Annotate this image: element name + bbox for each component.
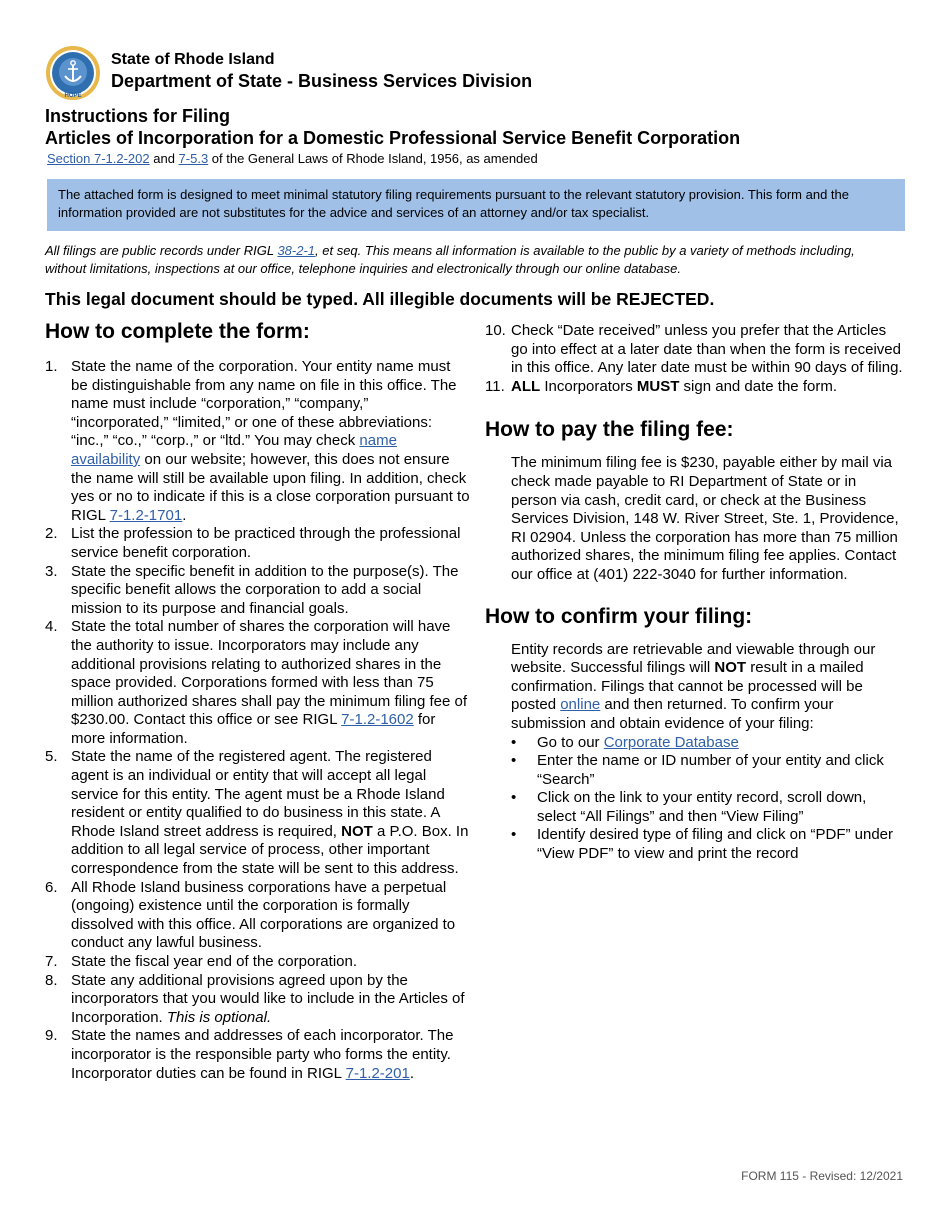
right-column: [485, 322, 905, 864]
step-number: 1.: [45, 358, 58, 375]
confirm-text-a: Entity records are retrievable and viewable through our website. Successful filings will: [511, 640, 876, 677]
confirm-filing-heading: How to confirm your filing:: [485, 604, 753, 628]
and-text: and: [149, 151, 179, 166]
confirm-step-2: [511, 752, 905, 789]
steps-list-continued: [485, 322, 905, 396]
step-italic-text: This is optional.: [166, 1008, 272, 1026]
step-number: 2.: [45, 525, 58, 543]
step-text: State the fiscal year end of the corporation.: [71, 953, 358, 970]
step-text: State any additional provisions agreed upon by the incorporators that you would like to include in the Articles of Incorporation.: [71, 971, 465, 1026]
section-link-7-5-3[interactable]: 7-5.3: [178, 151, 209, 166]
step-text: .: [182, 506, 187, 524]
confirm-text-c: and then returned. To confirm your submission and obtain evidence of your filing:: [511, 696, 834, 732]
filing-fee-heading: How to pay the filing fee:: [485, 418, 734, 442]
rhode-island-seal-icon: [45, 45, 101, 101]
step-text: a P.O. Box. In addition to all legal service of process, other important correspondence from the state will be sent to this address.: [71, 822, 469, 878]
bullet-icon: •: [511, 789, 517, 807]
typed-warning: This legal document should be typed. All illegible documents will be REJECTED.: [45, 289, 715, 309]
step-text: State the names and addresses of each incorporator. The incorporator is the responsible party who forms the entity. Incorporator duties can be found in RIGL: [71, 1027, 454, 1082]
rigl-7-1-2-1602-link[interactable]: 7-1.2-1602: [341, 711, 414, 729]
bullet-icon: •: [511, 733, 517, 751]
step-7: [45, 953, 470, 972]
confirm-step-text: Click on the link to your entity record, scroll down, select “All Filings” and then “View Filing”: [537, 789, 867, 825]
step-text: All Rhode Island business corporations have a perpetual (ongoing) existence until the corporation is formally dissolved with this office. All corporations are organized to conduct any lawful business.: [71, 878, 456, 952]
section-link-7-1-2-202[interactable]: Section 7-1.2-202: [47, 151, 150, 166]
step-bold-text: NOT: [341, 822, 373, 840]
step-number: 8.: [45, 971, 58, 989]
name-availability-link[interactable]: name availability: [71, 432, 397, 468]
step-text: State the total number of shares the corporation will have the authority to issue. Incorporators may include any additional provisions relating to authorized shares in the space provided. Corporations formed with less than 75 million authorized shares shall pay the minimum filing fee of $230.00. Contact this office or see RIGL: [71, 618, 468, 729]
step-number: 4.: [45, 618, 58, 636]
step-number: 11.: [485, 377, 505, 395]
step-number: 9.: [45, 1027, 58, 1045]
public-records-text-a: All filings are public records under RIGL: [45, 243, 278, 258]
confirm-step-text: Identify desired type of filing and click on “PDF” under “View PDF” to view and print the record: [537, 826, 894, 863]
step-9: [45, 1027, 470, 1083]
public-records-note: [45, 242, 895, 278]
confirm-step-4: [511, 826, 905, 863]
notice-box: The attached form is designed to meet minimal statutory filing requirements pursuant to the relevant statutory provision. This form and the information provided are not substitutes for the advice and services of an attorney and/or tax specialist.: [47, 179, 905, 231]
rigl-7-1-2-1701-link[interactable]: 7-1.2-1701: [109, 506, 183, 524]
step-number: 3.: [45, 562, 58, 580]
complete-form-section: [45, 320, 470, 1083]
confirm-step-1: [511, 734, 905, 753]
bullet-icon: •: [511, 752, 517, 770]
step-number: 6.: [45, 878, 58, 896]
step-8: [45, 972, 470, 1028]
step-text: State the name of the registered agent. The registered agent is an individual or entity that will accept all legal service for this entity. The agent must be a Rhode Island resident or entity qualified to do business in this state. A Rhode Island street address is required,: [71, 748, 445, 840]
step-text: for more information.: [71, 711, 436, 747]
step-10: [485, 322, 905, 378]
step-text: State the name of the corporation. Your entity name must be distinguishable from any name on file in this office. The name must include “corporation,” “company,” “incorporated,” “limited,” or one of these abbreviations: “inc.,” “co.,” “corp.,” or “ltd.” You may check: [71, 358, 457, 450]
filing-fee-text: The minimum filing fee is $230, payable either by mail via check made payable to RI Department of State or in person via cash, credit card, or check at the Business Services Division, 148 W. River Street, Ste. 1, Providence, RI 02904. Unless the corporation has more than 75 million authorized shares, the minimum filing fee applies. Contact our office at (401) 222-3040 for further information.: [511, 454, 899, 583]
step-text: on our website; however, this does not ensure the name will still be available upon filing. In addition, check yes or no to indicate if this is a close corporation pursuant to RIGL: [71, 450, 470, 524]
complete-form-heading: How to complete the form:: [45, 320, 310, 343]
step-text: List the profession to be practiced through the professional service benefit corporation.: [71, 525, 461, 561]
rigl-7-1-2-201-link[interactable]: 7-1.2-201: [345, 1064, 410, 1082]
online-link[interactable]: online: [560, 696, 601, 714]
step-4: [45, 618, 470, 748]
confirm-steps-list: [485, 734, 905, 864]
step-text: State the specific benefit in addition to the purpose(s). The specific benefit allows the corporation to add a social mission to its purpose and financial goals.: [71, 562, 459, 617]
step-5: [45, 748, 470, 878]
step-6: [45, 879, 470, 953]
confirm-step-text: Enter the name or ID number of your entity and click “Search”: [537, 752, 884, 788]
steps-list: [45, 358, 470, 1083]
step-number: 7.: [45, 953, 58, 970]
confirm-bold-text: NOT: [714, 659, 747, 677]
step-bold-text: MUST: [636, 377, 680, 395]
public-records-text-b: , et seq. This means all information is available to the public by a variety of methods including, without limitations, inspections at our office, telephone inquiries and electronically through our online database.: [45, 243, 855, 276]
step-number: 5.: [45, 748, 58, 766]
statute-text: of the General Laws of Rhode Island, 1956, as amended: [208, 151, 538, 166]
rigl-38-2-1-link[interactable]: 38-2-1: [277, 243, 316, 258]
confirm-filing-text: [485, 641, 905, 734]
step-bold-text: ALL: [511, 377, 541, 395]
page-header: [45, 45, 905, 101]
step-3: [45, 563, 470, 619]
step-2: [45, 525, 470, 562]
step-1: [45, 358, 470, 525]
statute-reference: [47, 151, 538, 166]
seal-text: HOPE: [64, 93, 82, 99]
step-number: 10.: [485, 322, 506, 339]
step-text: Incorporators: [540, 377, 637, 395]
instructions-title: Instructions for Filing: [45, 106, 230, 126]
confirm-text-b: result in a mailed confirmation. Filings that cannot be processed will be posted: [511, 659, 864, 714]
corporate-database-link[interactable]: Corporate Database: [603, 733, 739, 751]
step-11: [485, 378, 905, 397]
state-name: State of Rhode Island: [111, 51, 275, 68]
confirm-step-text: Go to our: [537, 733, 604, 751]
department-name: Department of State - Business Services Division: [111, 71, 533, 91]
step-text: sign and date the form.: [679, 377, 837, 395]
step-text: Check “Date received” unless you prefer that the Articles go into effect at a later date than when the form is received in this office. Any later date must be within 90 days of filing.: [511, 322, 903, 377]
bullet-icon: •: [511, 826, 517, 844]
form-title: Articles of Incorporation for a Domestic Professional Service Benefit Corporation: [45, 128, 741, 148]
form-revision-footer: FORM 115 - Revised: 12/2021: [741, 1169, 903, 1183]
step-text: .: [409, 1064, 414, 1082]
confirm-step-3: [511, 789, 905, 826]
